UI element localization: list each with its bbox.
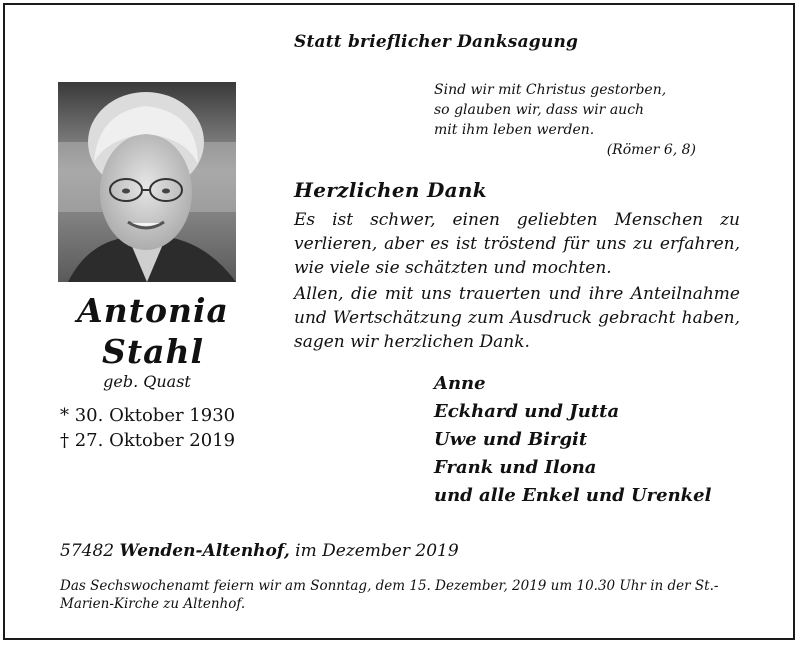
verse-reference: (Römer 6, 8)	[606, 142, 696, 158]
death-date: † 27. Oktober 2019	[60, 430, 236, 451]
signature-line: und alle Enkel und Urenkel	[434, 485, 712, 506]
mass-note: Das Sechswochenamt feiern wir am Sonntag, dem 15. Dezember, 2019 um 10.30 Uhr in der St.-Marien-Kirche zu Altenhof.	[60, 578, 719, 612]
thanks-paragraph-2: Allen, die mit uns trauerten und ihre Anteilnahme und Wertschätzung zum Ausdruck gebracht haben, sagen wir herzlichen Dank.	[294, 284, 740, 352]
signature-line: Uwe und Birgit	[434, 429, 588, 450]
thanks-title: Herzlichen Dank	[294, 178, 487, 202]
signature-line: Anne	[434, 373, 486, 394]
date-text: im Dezember 2019	[295, 541, 459, 561]
signatures	[434, 370, 711, 510]
verse-line: Sind wir mit Christus gestorben,	[434, 82, 667, 98]
bible-verse	[434, 80, 696, 160]
maiden-name: geb. Quast	[103, 372, 191, 391]
birth-date: * 30. Oktober 1930	[60, 405, 236, 426]
thanks-paragraph-1: Es ist schwer, einen geliebten Menschen zu verlieren, aber es ist tröstend für uns zu erfahren, wie viele sie schätzten und mochten.	[294, 210, 740, 278]
signature-line: Eckhard und Jutta	[434, 401, 620, 422]
deceased-first-name: Antonia	[77, 291, 229, 330]
town: Wenden-Altenhof,	[119, 541, 290, 561]
verse-line: so glauben wir, dass wir auch	[434, 102, 645, 118]
portrait-image	[58, 82, 236, 282]
portrait-photo	[58, 82, 236, 282]
place-date-line	[60, 541, 459, 561]
postcode: 57482	[60, 541, 115, 561]
verse-line: mit ihm leben werden.	[434, 122, 595, 138]
signature-line: Frank und Ilona	[434, 457, 597, 478]
deceased-last-name: Stahl	[102, 332, 204, 371]
notice-heading: Statt brieflicher Danksagung	[294, 32, 579, 52]
